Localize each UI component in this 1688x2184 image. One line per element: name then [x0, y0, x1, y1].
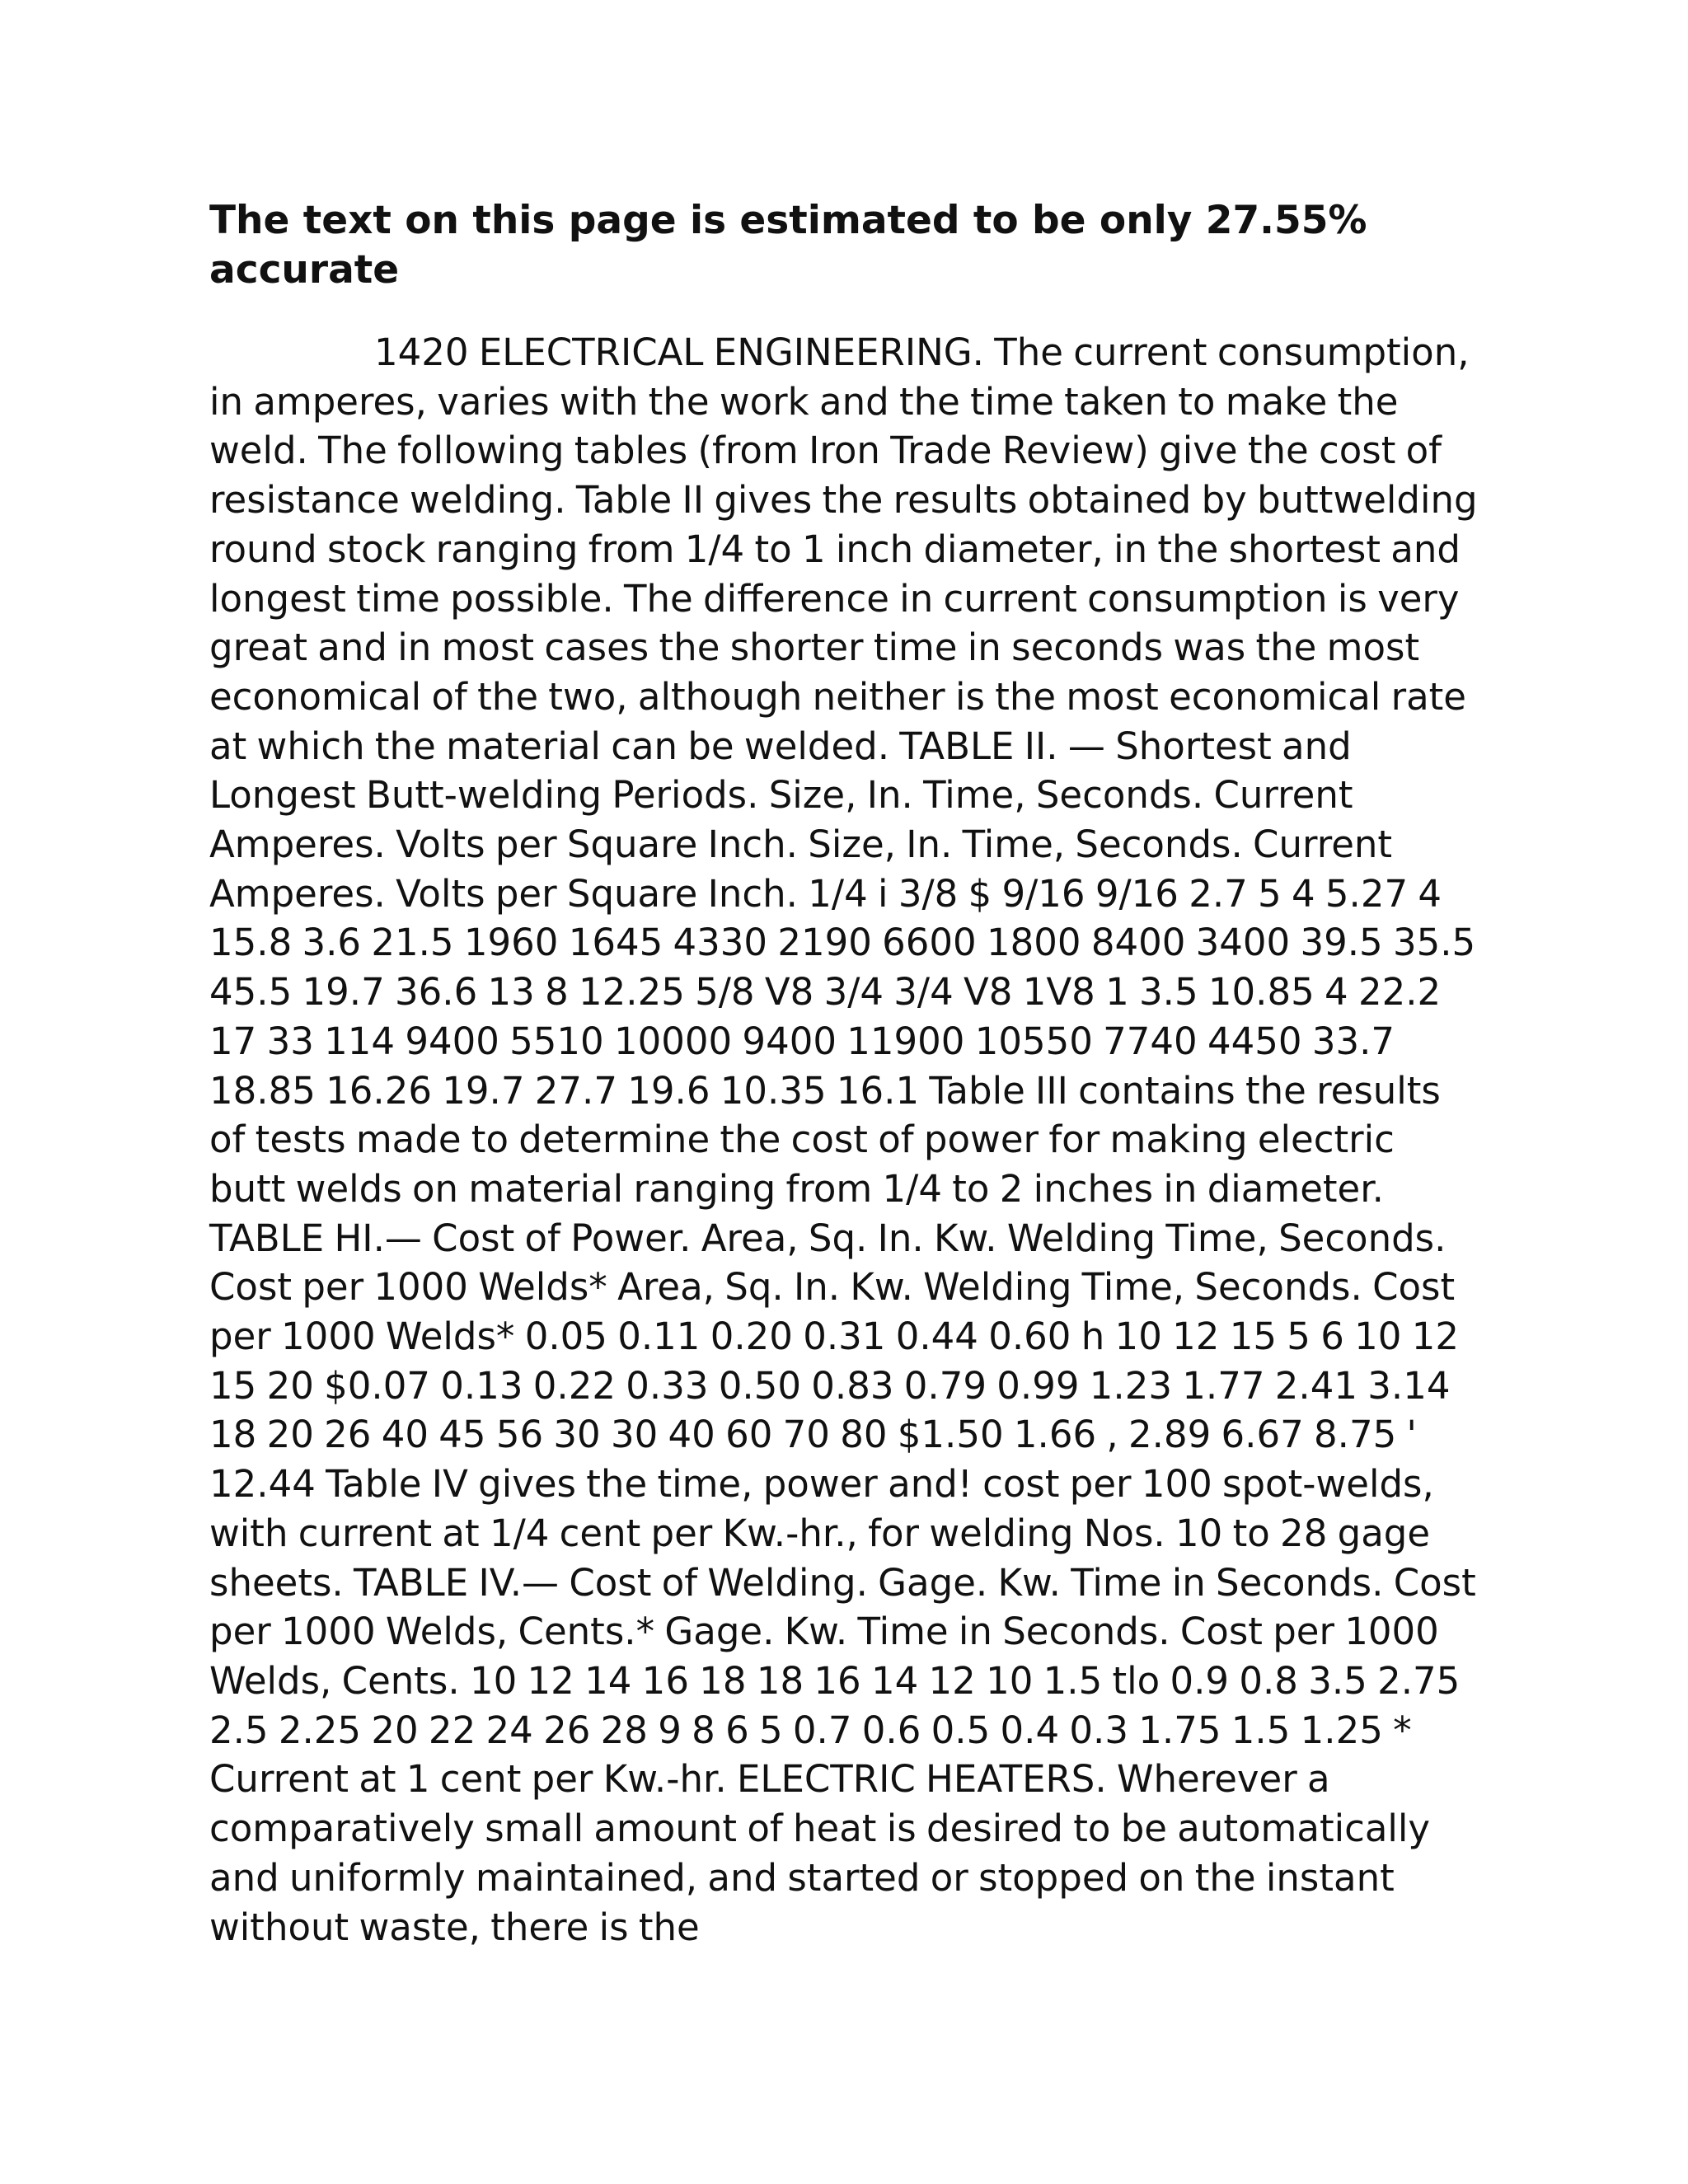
accuracy-heading: The text on this page is estimated to be only 27.55% accurate	[209, 198, 1367, 293]
ocr-body-text: 1420 ELECTRICAL ENGINEERING. The current consumption, in amperes, varies with the work and the time taken to make the weld. The following tables (from Iron Trade Review) give the cost of resistance welding. Table II gives the results obtained by buttwelding round stock ranging from 1/4 to 1 inch diameter, in the shortest and longest time possible. The difference in current consumption is very great and in most cases the shorter time in seconds was the most economical of the two, although neither is the most economical rate at which the material can be welded. TABLE II. — Shortest and Longest Butt-welding Periods. Size, In. Time, Seconds. Current Amperes. Volts per Square Inch. Size, In. Time, Seconds. Current Amperes. Volts per Square Inch. 1/4 i 3/8 $ 9/16 9/16 2.7 5 4 5.27 4 15.8 3.6 21.5 1960 1645 4330 2190 6600 1800 8400 3400 39.5 35.5 45.5 19.7 36.6 13 8 12.25 5/8 V8 3/4 3/4 V8 1V8 1 3.5 10.85 4 22.2 17 33 114 9400 5510 10000 9400 11900 10550 7740 4450 33.7 18.85 16.26 19.7 27.7 19.6 10.35 16.1 Table III contains the results of tests made to determine the cost of power for making electric butt welds on material ranging from 1/4 to 2 inches in diameter. TABLE HI.— Cost of Power. Area, Sq. In. Kw. Welding Time, Seconds. Cost per 1000 Welds* Area, Sq. In. Kw. Welding Time, Seconds. Cost per 1000 Welds* 0.05 0.11 0.20 0.31 0.44 0.60 h 10 12 15 5 6 10 12 15 20 $0.07 0.13 0.22 0.33 0.50 0.83 0.79 0.99 1.23 1.77 2.41 3.14 18 20 26 40 45 56 30 30 40 60 70 80 $1.50 1.66 , 2.89 6.67 8.75 ' 12.44 Table IV gives the time, power and! cost per 100 spot-welds, with current at 1/4 cent per Kw.-hr., for welding Nos. 10 to 28 gage sheets. TABLE IV.— Cost of Welding. Gage. Kw. Time in Seconds. Cost per 1000 Welds, Cents.* Gage. Kw. Time in Seconds. Cost per 1000 Welds, Cents. 10 12 14 16 18 18 16 14 12 10 1.5 tlo 0.9 0.8 3.5 2.75 2.5 2.25 20 22 24 26 28 9 8 6 5 0.7 0.6 0.5 0.4 0.3 1.75 1.5 1.25 * Current at 1 cent per Kw.-hr. ELECTRIC HEATERS. Wherever a comparatively small amount of heat is desired to be automatically and uniformly maintained, and started or stopped on the instant without waste, there is the	[209, 330, 1478, 1949]
document-page	[209, 196, 1479, 1952]
